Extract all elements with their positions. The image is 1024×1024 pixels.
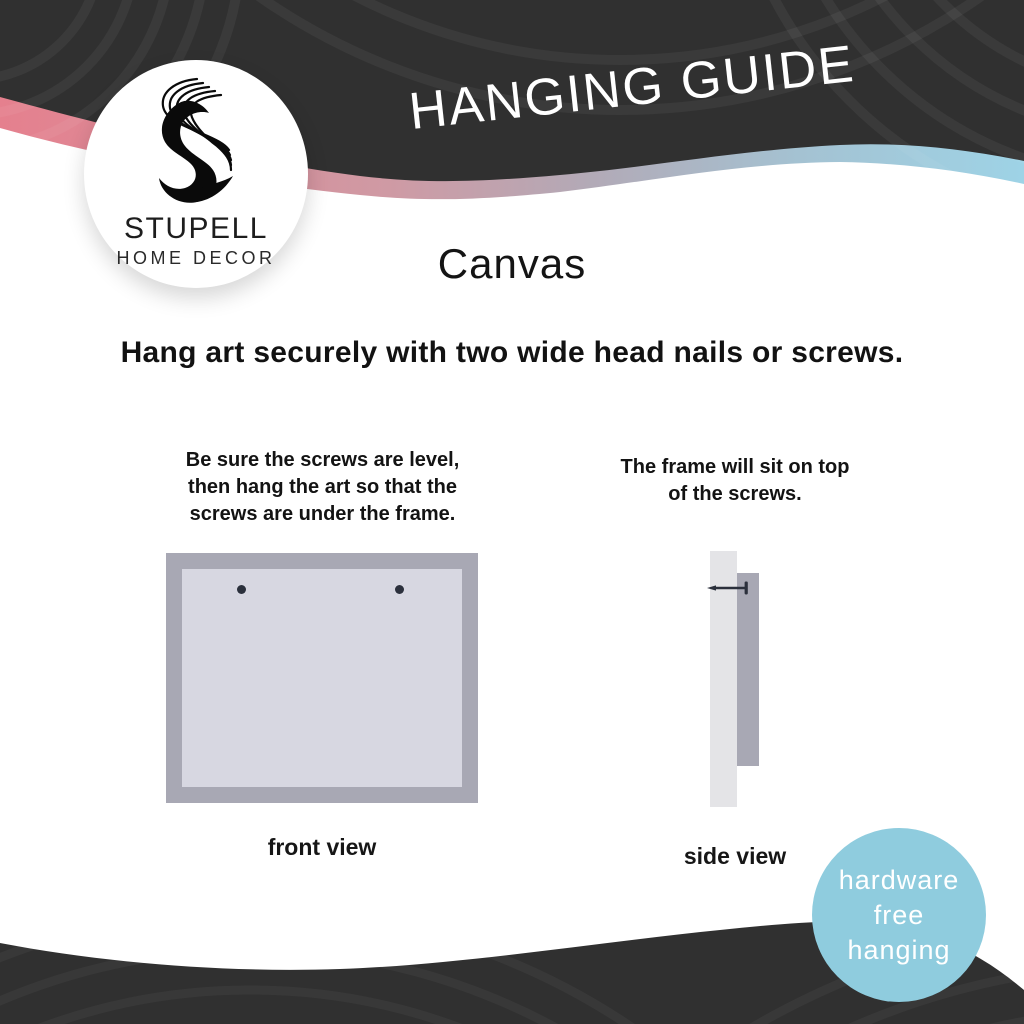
page-title: HANGING GUIDE — [406, 34, 858, 142]
side-note-line: of the screws. — [668, 483, 802, 505]
front-view-note — [130, 447, 515, 528]
instruction-headline: Hang art securely with two wide head nails or screws. — [120, 336, 904, 369]
side-note-line: The frame will sit on top — [620, 456, 850, 478]
nail-icon — [706, 580, 754, 596]
hardware-free-badge — [812, 828, 986, 1002]
brand-tagline: HOME DECOR — [116, 248, 276, 268]
screw-dot — [395, 585, 404, 594]
front-view-diagram — [166, 553, 478, 803]
side-view-note — [555, 454, 915, 508]
brand-name: STUPELL — [124, 212, 268, 245]
badge-line: hanging — [847, 934, 951, 965]
product-type-heading: Canvas — [437, 240, 587, 287]
canvas-surface — [182, 569, 462, 787]
badge-line: free — [873, 899, 925, 930]
side-view-caption: side view — [683, 843, 787, 869]
side-view-frame — [737, 573, 759, 766]
screw-dot — [237, 585, 246, 594]
badge-line: hardware — [838, 864, 960, 895]
front-note-line: then hang the art so that the — [188, 476, 457, 498]
stupell-swoosh-icon — [140, 76, 252, 206]
front-view-caption: front view — [267, 834, 377, 860]
front-note-line: Be sure the screws are level, — [185, 449, 460, 471]
front-note-line: screws are under the frame. — [189, 503, 456, 525]
